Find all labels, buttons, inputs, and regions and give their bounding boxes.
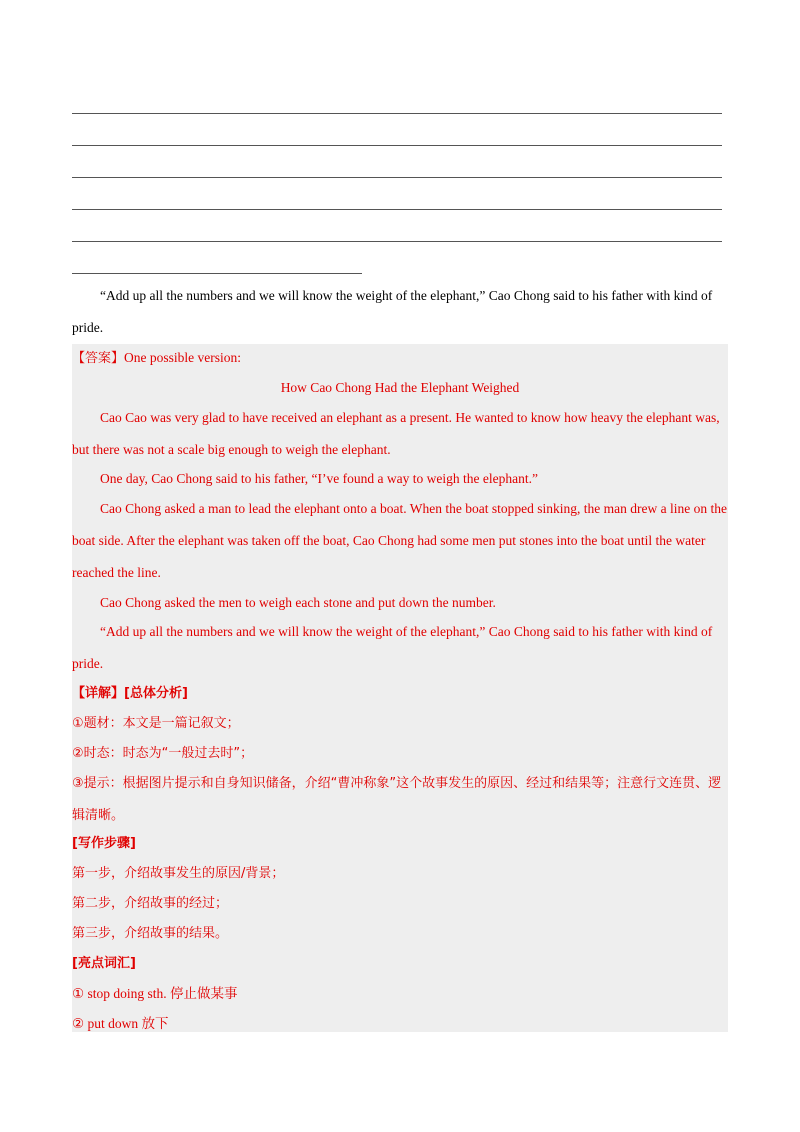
highlight-vocab-title: [亮点词汇] — [72, 956, 136, 971]
writing-line — [72, 113, 722, 114]
answer-paragraph: One day, Cao Chong said to his father, “I’ve found a way to weigh the elephant.” — [100, 471, 538, 486]
writing-line — [72, 241, 722, 242]
writing-line — [72, 177, 722, 178]
writing-steps-title: [写作步骤] — [72, 836, 136, 851]
overall-analysis-title: [总体分析] — [124, 686, 188, 701]
writing-step: 第三步，介绍故事的结果。 — [72, 926, 229, 941]
answer-intro: One possible version: — [124, 350, 242, 365]
analysis-point: ②时态：时态为“一般过去时”； — [72, 746, 254, 761]
answer-label: 【答案】 — [72, 351, 125, 366]
vocab-item: ① stop doing sth. 停止做某事 — [72, 986, 238, 1001]
vocab-item: ② put down 放下 — [72, 1016, 169, 1031]
explanation-label: 【详解】 — [72, 686, 125, 701]
question-last-paragraph: “Add up all the numbers and we will know the weight of the elephant,” Cao Chong said to his father with kind of pride. — [72, 288, 713, 335]
writing-line — [72, 273, 362, 274]
answer-paragraph: Cao Cao was very glad to have received an elephant as a present. He wanted to know how heavy the elephant was, but there was not a scale big enough to weigh the elephant. — [72, 410, 720, 457]
answer-paragraph: Cao Chong asked a man to lead the elephant onto a boat. When the boat stopped sinking, the man drew a line on the boat side. After the elephant was taken off the boat, Cao Chong had some men put stones into the boat until the water reached the line. — [72, 501, 727, 580]
explanation-heading — [72, 678, 728, 710]
answer-heading — [72, 342, 728, 375]
writing-line — [72, 209, 722, 210]
answer-paragraph: Cao Chong asked the men to weigh each stone and put down the number. — [100, 595, 496, 610]
analysis-point: ①题材：本文是一篇记叙文； — [72, 716, 240, 731]
writing-line — [72, 145, 722, 146]
writing-step: 第一步，介绍故事发生的原因/背景； — [72, 866, 285, 881]
analysis-point: ③提示：根据图片提示和自身知识储备，介绍“曹冲称象”这个故事发生的原因、经过和结果等；注意行文连贯、逻辑清晰。 — [72, 776, 722, 823]
writing-step: 第二步，介绍故事的经过； — [72, 896, 229, 911]
answer-title: How Cao Chong Had the Elephant Weighed — [280, 380, 520, 395]
answer-paragraph: “Add up all the numbers and we will know the weight of the elephant,” Cao Chong said to his father with kind of pride. — [72, 624, 713, 671]
